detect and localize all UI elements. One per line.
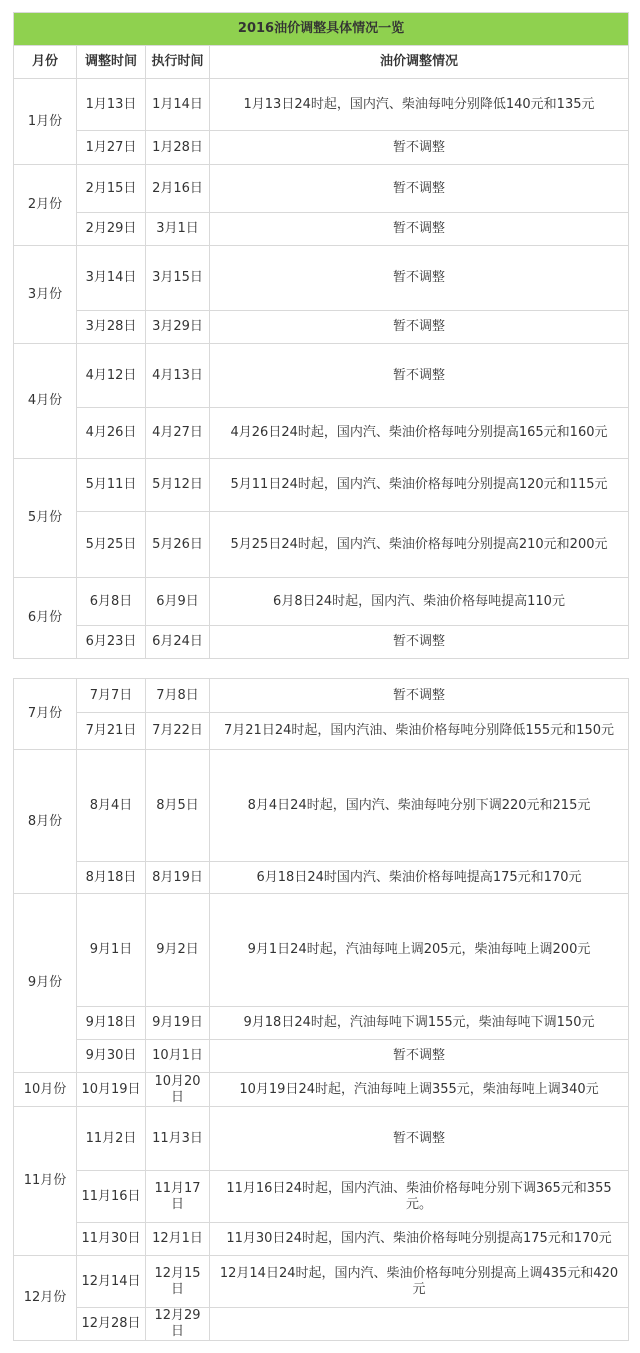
adjust-time-cell: 12月28日 — [77, 1308, 146, 1341]
month-cell: 1月份 — [14, 79, 77, 165]
detail-cell: 7月21日24时起，国内汽油、柴油价格每吨分别降低155元和150元 — [210, 713, 629, 750]
exec-time-cell: 5月12日 — [146, 459, 210, 512]
detail-cell: 暂不调整 — [210, 679, 629, 713]
table-row — [14, 408, 629, 459]
exec-time-cell: 10月20日 — [146, 1073, 210, 1107]
month-cell: 4月份 — [14, 344, 77, 459]
table-row — [14, 1107, 629, 1171]
exec-time-cell: 1月28日 — [146, 131, 210, 165]
table-row — [14, 679, 629, 713]
exec-time-cell: 4月13日 — [146, 344, 210, 408]
exec-time-cell: 8月5日 — [146, 750, 210, 862]
adjust-time-cell: 10月19日 — [77, 1073, 146, 1107]
header-adjust-time: 调整时间 — [77, 46, 146, 79]
month-cell: 5月份 — [14, 459, 77, 578]
table-row — [14, 1223, 629, 1256]
table-row — [14, 1007, 629, 1040]
adjust-time-cell: 8月4日 — [77, 750, 146, 862]
detail-cell: 暂不调整 — [210, 311, 629, 344]
detail-cell: 1月13日24时起，国内汽、柴油每吨分别降低140元和135元 — [210, 79, 629, 131]
detail-cell: 5月25日24时起，国内汽、柴油价格每吨分别提高210元和200元 — [210, 512, 629, 578]
exec-time-cell: 12月1日 — [146, 1223, 210, 1256]
exec-time-cell: 12月15日 — [146, 1256, 210, 1308]
adjust-time-cell: 12月14日 — [77, 1256, 146, 1308]
table-row — [14, 862, 629, 894]
exec-time-cell: 4月27日 — [146, 408, 210, 459]
detail-cell: 暂不调整 — [210, 165, 629, 213]
adjust-time-cell: 2月29日 — [77, 213, 146, 246]
adjust-time-cell: 7月21日 — [77, 713, 146, 750]
detail-cell: 暂不调整 — [210, 344, 629, 408]
detail-cell: 暂不调整 — [210, 626, 629, 659]
exec-time-cell: 6月9日 — [146, 578, 210, 626]
table-row — [14, 1308, 629, 1341]
month-cell: 7月份 — [14, 679, 77, 750]
exec-time-cell: 12月29日 — [146, 1308, 210, 1341]
detail-cell — [210, 1308, 629, 1341]
detail-cell: 8月4日24时起，国内汽、柴油每吨分别下调220元和215元 — [210, 750, 629, 862]
adjust-time-cell: 1月13日 — [77, 79, 146, 131]
exec-time-cell: 10月1日 — [146, 1040, 210, 1073]
table-header-row — [14, 46, 629, 79]
detail-cell: 9月1日24时起，汽油每吨上调205元，柴油每吨上调200元 — [210, 894, 629, 1007]
detail-cell: 4月26日24时起，国内汽、柴油价格每吨分别提高165元和160元 — [210, 408, 629, 459]
exec-time-cell: 3月29日 — [146, 311, 210, 344]
header-exec-time: 执行时间 — [146, 46, 210, 79]
table-row — [14, 578, 629, 626]
table-row — [14, 894, 629, 1007]
month-cell: 11月份 — [14, 1107, 77, 1256]
table-row — [14, 79, 629, 131]
detail-cell: 暂不调整 — [210, 1107, 629, 1171]
exec-time-cell: 11月17日 — [146, 1171, 210, 1223]
exec-time-cell: 3月15日 — [146, 246, 210, 311]
month-cell: 10月份 — [14, 1073, 77, 1107]
adjust-time-cell: 1月27日 — [77, 131, 146, 165]
detail-cell: 暂不调整 — [210, 1040, 629, 1073]
detail-cell: 12月14日24时起，国内汽、柴油价格每吨分别提高上调435元和420元 — [210, 1256, 629, 1308]
detail-cell: 5月11日24时起，国内汽、柴油价格每吨分别提高120元和115元 — [210, 459, 629, 512]
exec-time-cell: 8月19日 — [146, 862, 210, 894]
month-cell: 8月份 — [14, 750, 77, 894]
table-row — [14, 246, 629, 311]
table-row — [14, 311, 629, 344]
adjust-time-cell: 3月14日 — [77, 246, 146, 311]
adjust-time-cell: 11月30日 — [77, 1223, 146, 1256]
adjust-time-cell: 4月26日 — [77, 408, 146, 459]
adjust-time-cell: 11月16日 — [77, 1171, 146, 1223]
table-row — [14, 626, 629, 659]
header-detail: 油价调整情况 — [210, 46, 629, 79]
table-row — [14, 1256, 629, 1308]
price-table-part2 — [13, 678, 629, 1341]
table-row — [14, 512, 629, 578]
adjust-time-cell: 11月2日 — [77, 1107, 146, 1171]
detail-cell: 11月16日24时起，国内汽油、柴油价格每吨分别下调365元和355元。 — [210, 1171, 629, 1223]
adjust-time-cell: 9月30日 — [77, 1040, 146, 1073]
adjust-time-cell: 6月23日 — [77, 626, 146, 659]
month-cell: 12月份 — [14, 1256, 77, 1341]
table-row — [14, 344, 629, 408]
adjust-time-cell: 5月11日 — [77, 459, 146, 512]
exec-time-cell: 7月22日 — [146, 713, 210, 750]
detail-cell: 6月8日24时起，国内汽、柴油价格每吨提高110元 — [210, 578, 629, 626]
table-row — [14, 750, 629, 862]
table-row — [14, 713, 629, 750]
adjust-time-cell: 2月15日 — [77, 165, 146, 213]
table-row — [14, 213, 629, 246]
adjust-time-cell: 9月1日 — [77, 894, 146, 1007]
detail-cell: 11月30日24时起，国内汽、柴油价格每吨分别提高175元和170元 — [210, 1223, 629, 1256]
adjust-time-cell: 4月12日 — [77, 344, 146, 408]
month-cell: 3月份 — [14, 246, 77, 344]
adjust-time-cell: 8月18日 — [77, 862, 146, 894]
detail-cell: 10月19日24时起，汽油每吨上调355元，柴油每吨上调340元 — [210, 1073, 629, 1107]
table-title-row — [14, 13, 629, 46]
adjust-time-cell: 5月25日 — [77, 512, 146, 578]
adjust-time-cell: 7月7日 — [77, 679, 146, 713]
table-row — [14, 1171, 629, 1223]
exec-time-cell: 5月26日 — [146, 512, 210, 578]
table-row — [14, 1040, 629, 1073]
detail-cell: 6月18日24时国内汽、柴油价格每吨提高175元和170元 — [210, 862, 629, 894]
exec-time-cell: 3月1日 — [146, 213, 210, 246]
adjust-time-cell: 3月28日 — [77, 311, 146, 344]
table-row — [14, 131, 629, 165]
exec-time-cell: 2月16日 — [146, 165, 210, 213]
price-table-part1 — [13, 12, 629, 659]
adjust-time-cell: 9月18日 — [77, 1007, 146, 1040]
exec-time-cell: 6月24日 — [146, 626, 210, 659]
exec-time-cell: 9月19日 — [146, 1007, 210, 1040]
header-month: 月份 — [14, 46, 77, 79]
exec-time-cell: 1月14日 — [146, 79, 210, 131]
table-title: 2016油价调整具体情况一览 — [14, 13, 629, 46]
adjust-time-cell: 6月8日 — [77, 578, 146, 626]
table-row — [14, 165, 629, 213]
detail-cell: 暂不调整 — [210, 131, 629, 165]
exec-time-cell: 7月8日 — [146, 679, 210, 713]
table-row — [14, 1073, 629, 1107]
month-cell: 2月份 — [14, 165, 77, 246]
table-row — [14, 459, 629, 512]
detail-cell: 9月18日24时起，汽油每吨下调155元，柴油每吨下调150元 — [210, 1007, 629, 1040]
detail-cell: 暂不调整 — [210, 213, 629, 246]
exec-time-cell: 11月3日 — [146, 1107, 210, 1171]
month-cell: 9月份 — [14, 894, 77, 1073]
month-cell: 6月份 — [14, 578, 77, 659]
detail-cell: 暂不调整 — [210, 246, 629, 311]
exec-time-cell: 9月2日 — [146, 894, 210, 1007]
